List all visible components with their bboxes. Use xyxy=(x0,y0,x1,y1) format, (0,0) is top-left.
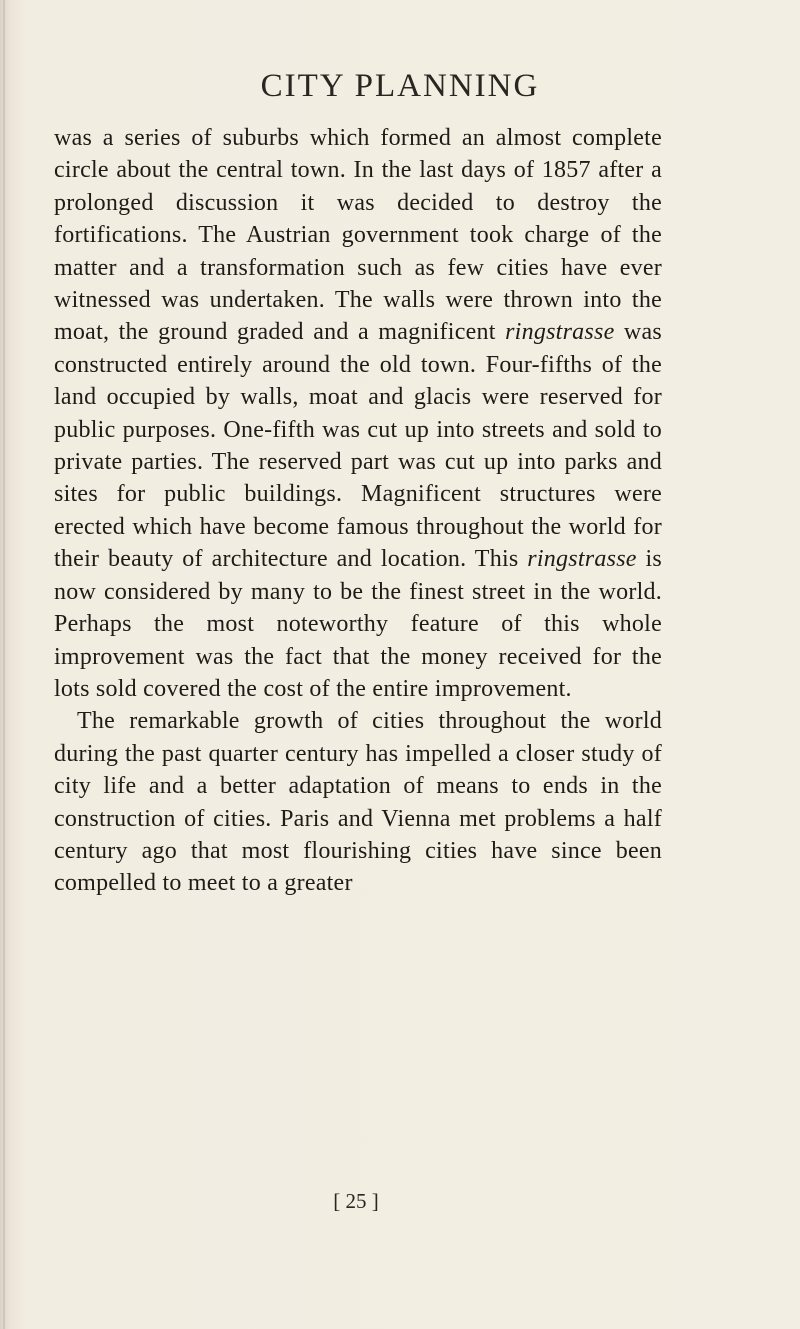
paragraph-1-part-3: is now considered by many to be the finest street in the world. Perhaps the most noteworthy feature of this whole improvement was the fact that the money received for the lots sold covered the cost of the entire improvement. xyxy=(54,546,662,702)
paragraph-1 xyxy=(54,122,662,705)
paragraph-2: The remarkable growth of cities throughout the world during the past quarter century has impelled a closer study of city life and a better adaptation of means to ends in the construction of cities. Paris and Vienna met problems a half century ago that most flourishing cities have since been compelled to meet to a greater xyxy=(54,708,662,897)
running-head: CITY PLANNING xyxy=(260,68,540,104)
paragraph-1-part-1: was a series of suburbs which formed an almost complete circle about the central town. In the last days of 1857 after a prolonged discussion it was decided to destroy the fortifications. The Austrian government took charge of the matter and a transformation such as few cities have ever witnessed was undertaken. The walls were thrown into the moat, the ground graded and a magnificent xyxy=(54,125,662,346)
italic-ringstrasse-1: ringstrasse xyxy=(505,319,615,346)
paragraph-1-part-2: was constructed entirely around the old town. Four-fifths of the land occupied by walls, moat and glacis were reserved for public purposes. One-fifth was cut up into streets and sold to private parties. The reserved part was cut up into parks and sites for public buildings. Magnificent structures were erected which have become famous throughout the world for their beauty of architecture and location. This xyxy=(54,319,662,573)
body-text xyxy=(54,122,662,900)
page-gutter-edge xyxy=(3,0,5,1329)
italic-ringstrasse-2: ringstrasse xyxy=(527,546,637,573)
page-number: [ 25 ] xyxy=(333,1189,379,1213)
